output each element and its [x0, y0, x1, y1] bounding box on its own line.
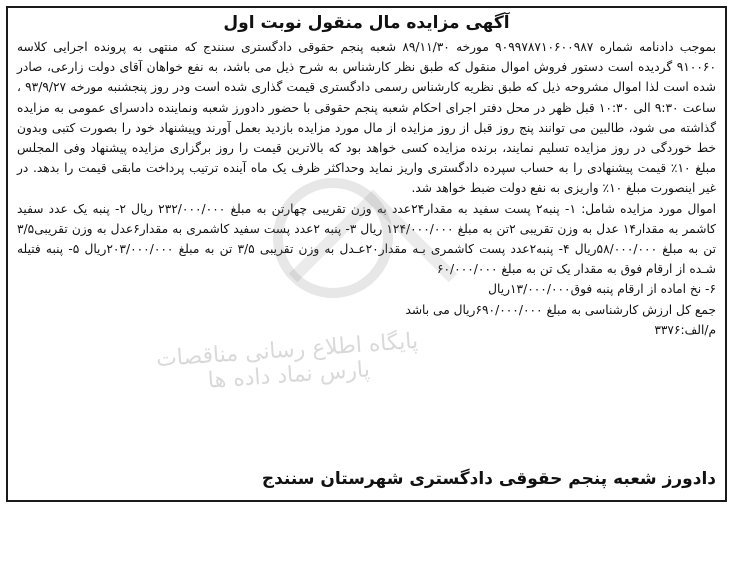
- notice-box: [6, 6, 727, 502]
- watermark-text: پایگاه اطلاع رسانی مناقصات پارس نماد داده ها: [155, 328, 419, 394]
- notice-line-total: جمع کل ارزش کارشناسی به مبلغ ۶۹۰/۰۰۰/۰۰۰ریال می باشد: [405, 302, 716, 317]
- notice-line-reference: م/الف:۳۳۷۶: [654, 322, 716, 337]
- notice-paragraph-intro: بموجب دادنامه شماره ۹۰۹۹۷۸۷۱۰۶۰۰۹۸۷ مورخه ۸۹/۱۱/۳۰ شعبه پنجم حقوقی دادگستری سنندج که منتهی به پرونده اجرایی کلاسه ۹۱۰۰۶۰ گردیده است دستور فروش اموال منقول که طبق نظر کارشناس به شرح ذیل می باشد، به نفع خواهان آقای دولت زارعی، صادر شده است لذا اموال مشروحه ذیل که طبق نظریه کارشناس رسمی دادگستری قیمت گذاری شده است ودر روز پنجشنبه مورخه ۹۳/۹/۲۷ ، ساعت ۹:۳۰ الی ۱۰:۳۰ قبل ظهر در محل دفتر اجرای احکام شعبه پنجم حقوقی با حضور دادورز شعبه ونماینده دادسرای عمومی به مزایده گذاشته می شود، طالبین می توانند پنج روز قبل از روز مزایده از مال مورد مزایده بازدید بعمل آورند وپیشنهاد خود را بصورت کتبی وبدون خط خوردگی در روز مزایده تسلیم نمایند، برنده مزایده کسی خواهد بود که بالاترین قیمت را روز برگزاری مزایده پیشنهاد وفی المجلس مبلغ ۱۰٪ قیمت پیشنهادی را به حساب سپرده دادگستری واریز نماید وحداکثر ظرف یک ماه آینده ترتیب پرداخت مابقی قیمت را بدهد. در غیر اینصورت مبلغ ۱۰٪ واریزی به نفع دولت ضبط خواهد شد.: [17, 40, 716, 196]
- notice-paragraph-items: اموال مورد مزایده شامل: ۱- پنبه۲ پست سفید به مقدار۲۴عدد به وزن تقریبی چهارتن به مبلغ ۲۳۲/۰۰۰/۰۰۰ ریال ۲- پنبه یک عدد سفید کاشمر به مقدار۱۴ عدل به وزن تقریبی ۲تن به مبلغ ۱۲۴/۰۰۰/۰۰۰ ریال ۳- پنبه ۲عدد پست سفید کاشمری به مقدار۶عدل به وزن تقریبی۳/۵ تن به مبلغ ۵۸/۰۰۰/۰۰۰ریال ۴- پنبه۲عدد پست کاشمری بـه مقدار۲۰عـدل به وزن تقریبی ۳/۵ تن به مبلغ ۲۰۳/۰۰۰/۰۰۰ریال ۵- پنبه فتیله شـده از ارقام فوق به مقدار یک تن به مبلغ ۶۰/۰۰۰/۰۰۰: [17, 201, 717, 277]
- notice-signature: دادورز شعبه پنجم حقوقی دادگستری شهرستان سنندج: [261, 469, 716, 489]
- notice-line-yarn: ۶- نخ اماده از ارقام پنبه فوق۱۳/۰۰۰/۰۰۰ریال: [488, 282, 716, 297]
- notice-body: [8, 35, 725, 340]
- notice-title: آگهی مزایده مال منقول نوبت اول: [223, 13, 510, 33]
